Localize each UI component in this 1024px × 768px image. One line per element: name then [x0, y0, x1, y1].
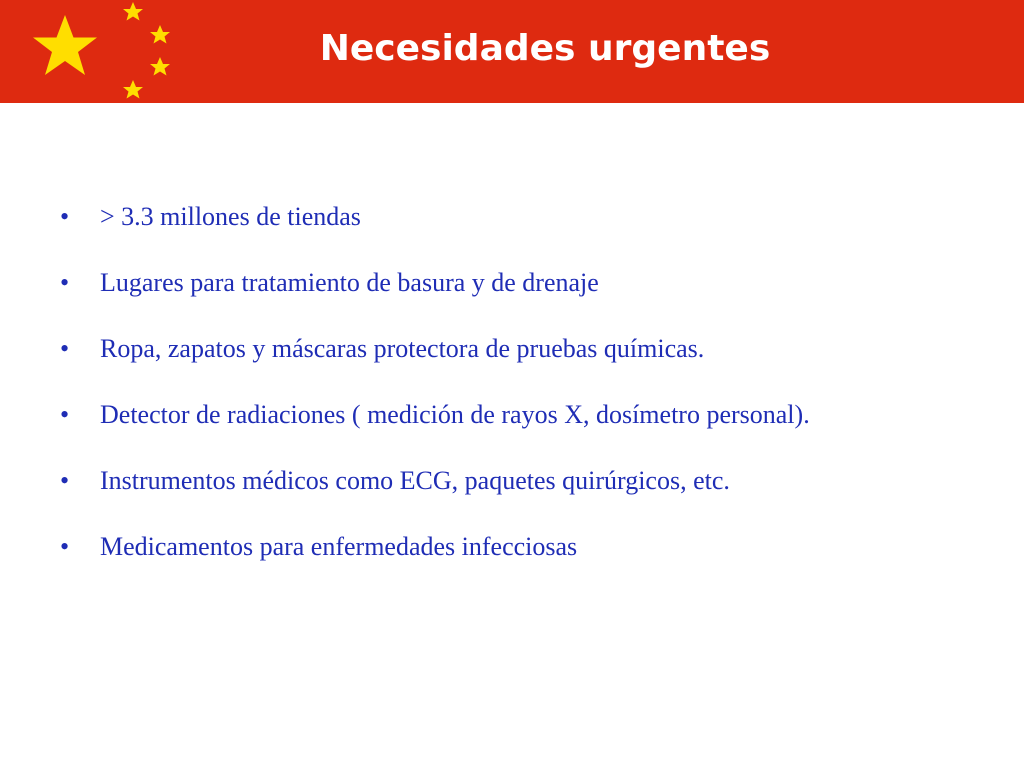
bullet-text: Instrumentos médicos como ECG, paquetes quirúrgicos, etc.	[100, 466, 730, 495]
bullet-marker: •	[60, 532, 70, 561]
small-star-icon	[123, 80, 143, 99]
bullet-text: Lugares para tratamiento de basura y de drenaje	[100, 268, 599, 297]
list-item	[60, 518, 960, 576]
bullet-list	[60, 188, 960, 584]
bullet-marker: •	[60, 202, 70, 231]
list-item	[60, 320, 960, 378]
bullet-text: Detector de radiaciones ( medición de rayos X, dosímetro personal).	[100, 400, 810, 429]
list-item	[60, 254, 960, 312]
bullet-text: Medicamentos para enfermedades infecciosas	[100, 532, 578, 561]
list-item	[60, 452, 960, 510]
small-star-icon	[150, 25, 170, 44]
bullet-marker: •	[60, 466, 70, 495]
bullet-text: > 3.3 millones de tiendas	[100, 202, 361, 231]
large-star-icon	[33, 15, 97, 75]
china-flag-stars-icon	[0, 0, 200, 103]
slide-title: Necesidades urgentes	[319, 28, 771, 69]
list-item	[60, 386, 960, 444]
list-item	[60, 188, 960, 246]
bullet-marker: •	[60, 334, 70, 363]
title-banner	[0, 0, 1024, 103]
small-star-icon	[123, 2, 143, 21]
bullet-text: Ropa, zapatos y máscaras protectora de pruebas químicas.	[100, 334, 705, 363]
small-star-icon	[150, 57, 170, 76]
bullet-marker: •	[60, 268, 70, 297]
bullet-marker: •	[60, 400, 70, 429]
